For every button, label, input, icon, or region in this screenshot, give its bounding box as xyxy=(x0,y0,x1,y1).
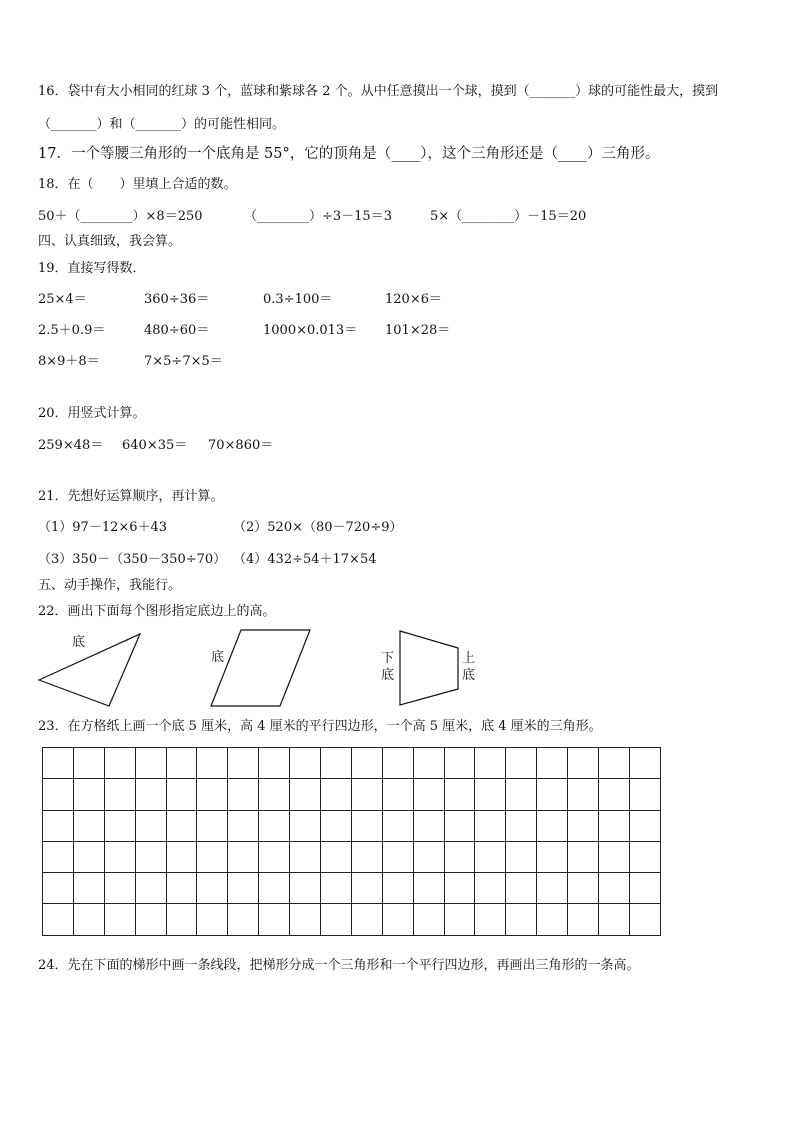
grid-cell[interactable] xyxy=(135,904,166,935)
grid-cell[interactable] xyxy=(135,810,166,841)
q20-title: 20．用竖式计算。 xyxy=(38,406,146,421)
grid-cell[interactable] xyxy=(259,904,290,935)
q22-trapezoid-upper-label-1: 上 xyxy=(462,651,476,666)
grid-cell[interactable] xyxy=(290,779,321,810)
grid-cell[interactable] xyxy=(197,873,228,904)
q19-item: 360÷36＝ xyxy=(144,292,210,307)
grid-cell[interactable] xyxy=(568,904,599,935)
grid-cell[interactable] xyxy=(104,841,135,872)
grid-cell[interactable] xyxy=(228,873,259,904)
grid-cell[interactable] xyxy=(321,779,352,810)
grid-cell[interactable] xyxy=(629,904,660,935)
grid-cell[interactable] xyxy=(166,841,197,872)
grid-cell[interactable] xyxy=(629,748,660,779)
grid-cell[interactable] xyxy=(413,841,444,872)
grid-cell[interactable] xyxy=(135,873,166,904)
q22-trapezoid-lower-label-1: 下 xyxy=(381,651,395,666)
q19-item: 0.3÷100＝ xyxy=(263,292,333,307)
grid-cell[interactable] xyxy=(382,748,413,779)
grid-cell[interactable] xyxy=(104,904,135,935)
grid-cell[interactable] xyxy=(599,810,630,841)
q23-grid-paper[interactable] xyxy=(42,747,661,936)
grid-cell[interactable] xyxy=(629,841,660,872)
grid-cell[interactable] xyxy=(228,779,259,810)
q22-parallelogram xyxy=(211,630,310,706)
grid-cell[interactable] xyxy=(43,873,74,904)
q20-item: 259×48＝ xyxy=(38,438,104,453)
grid-cell[interactable] xyxy=(444,873,475,904)
grid-cell[interactable] xyxy=(475,841,506,872)
grid-cell[interactable] xyxy=(506,779,537,810)
grid-cell[interactable] xyxy=(475,873,506,904)
grid-row xyxy=(43,748,661,779)
q21-item-4: （4）432÷54＋17×54 xyxy=(233,552,377,567)
q19-item: 1000×0.013＝ xyxy=(263,323,358,338)
grid-cell[interactable] xyxy=(197,748,228,779)
q19-item: 120×6＝ xyxy=(385,292,442,307)
grid-cell[interactable] xyxy=(351,748,382,779)
grid-cell[interactable] xyxy=(537,841,568,872)
q19-item: 480÷60＝ xyxy=(144,323,210,338)
grid-cell[interactable] xyxy=(568,779,599,810)
grid-cell[interactable] xyxy=(506,748,537,779)
grid-cell[interactable] xyxy=(135,748,166,779)
grid-cell[interactable] xyxy=(135,841,166,872)
grid-cell[interactable] xyxy=(290,873,321,904)
grid-cell[interactable] xyxy=(506,904,537,935)
grid-cell[interactable] xyxy=(73,904,104,935)
grid-cell[interactable] xyxy=(259,841,290,872)
grid-cell[interactable] xyxy=(104,748,135,779)
q21-item-3: （3）350－（350－350÷70） xyxy=(38,552,227,567)
grid-cell[interactable] xyxy=(506,873,537,904)
q19-title: 19．直接写得数． xyxy=(38,261,146,276)
grid-cell[interactable] xyxy=(104,779,135,810)
grid-cell[interactable] xyxy=(73,748,104,779)
grid-cell[interactable] xyxy=(259,810,290,841)
grid-cell[interactable] xyxy=(444,748,475,779)
grid-cell[interactable] xyxy=(537,779,568,810)
grid-cell[interactable] xyxy=(568,748,599,779)
grid-cell[interactable] xyxy=(290,904,321,935)
grid-cell[interactable] xyxy=(568,810,599,841)
grid-cell[interactable] xyxy=(321,748,352,779)
grid-cell[interactable] xyxy=(197,810,228,841)
grid-cell[interactable] xyxy=(290,810,321,841)
grid-row xyxy=(43,873,661,904)
grid-cell[interactable] xyxy=(290,748,321,779)
grid-cell[interactable] xyxy=(321,904,352,935)
grid-cell[interactable] xyxy=(599,748,630,779)
q20-item: 640×35＝ xyxy=(122,438,188,453)
grid-cell[interactable] xyxy=(321,873,352,904)
grid-cell[interactable] xyxy=(475,810,506,841)
grid-cell[interactable] xyxy=(599,841,630,872)
grid-cell[interactable] xyxy=(43,810,74,841)
grid-cell[interactable] xyxy=(444,810,475,841)
grid-cell[interactable] xyxy=(259,873,290,904)
q22-trapezoid xyxy=(400,631,458,705)
q21-item-2: （2）520×（80－720÷9） xyxy=(233,520,403,535)
grid-row xyxy=(43,841,661,872)
grid-cell[interactable] xyxy=(568,873,599,904)
grid-cell[interactable] xyxy=(228,748,259,779)
grid-cell[interactable] xyxy=(351,841,382,872)
grid-cell[interactable] xyxy=(290,841,321,872)
grid-cell[interactable] xyxy=(506,810,537,841)
grid-cell[interactable] xyxy=(166,748,197,779)
grid-cell[interactable] xyxy=(197,904,228,935)
grid-cell[interactable] xyxy=(413,748,444,779)
grid-cell[interactable] xyxy=(135,779,166,810)
grid-cell[interactable] xyxy=(444,841,475,872)
grid-cell[interactable] xyxy=(629,873,660,904)
grid-cell[interactable] xyxy=(444,779,475,810)
q18-title: 18．在（ ）里填上合适的数。 xyxy=(38,177,237,192)
q21-title: 21．先想好运算顺序，再计算。 xyxy=(38,489,224,504)
grid-cell[interactable] xyxy=(228,904,259,935)
grid-cell[interactable] xyxy=(382,779,413,810)
grid-cell[interactable] xyxy=(321,841,352,872)
grid-row xyxy=(43,779,661,810)
grid-cell[interactable] xyxy=(599,779,630,810)
grid-cell[interactable] xyxy=(73,779,104,810)
q16-line1: 16．袋中有大小相同的红球 3 个，蓝球和紫球各 2 个。从中任意摸出一个球，摸到（_______）球的可能性最大，摸到 xyxy=(38,84,719,99)
q22-title: 22．画出下面每个图形指定底边上的高。 xyxy=(38,604,276,619)
grid-cell[interactable] xyxy=(444,904,475,935)
q22-triangle-base-label: 底 xyxy=(72,635,86,650)
q22-trapezoid-lower-label-2: 底 xyxy=(381,668,395,683)
grid-cell[interactable] xyxy=(228,841,259,872)
grid-cell[interactable] xyxy=(351,779,382,810)
grid-cell[interactable] xyxy=(413,904,444,935)
grid-row xyxy=(43,810,661,841)
grid-cell[interactable] xyxy=(351,810,382,841)
q23-title: 23．在方格纸上画一个底 5 厘米，高 4 厘米的平行四边形，一个高 5 厘米，底 4 厘米的三角形。 xyxy=(38,719,602,734)
grid-cell[interactable] xyxy=(259,779,290,810)
q18-expr-2: （________）÷3－15＝3 xyxy=(244,209,392,224)
q18-expr-1: 50＋（________）×8＝250 xyxy=(38,209,203,224)
grid-cell[interactable] xyxy=(599,873,630,904)
grid-cell[interactable] xyxy=(599,904,630,935)
grid-cell[interactable] xyxy=(537,810,568,841)
q17-text: 17．一个等腰三角形的一个底角是 55°，它的顶角是（____），这个三角形还是（____）三角形。 xyxy=(38,146,660,162)
grid-cell[interactable] xyxy=(629,810,660,841)
grid-cell[interactable] xyxy=(166,904,197,935)
grid-cell[interactable] xyxy=(351,873,382,904)
grid-cell[interactable] xyxy=(259,748,290,779)
q16-line2: （_______）和（_______）的可能性相同。 xyxy=(38,117,286,132)
q24-text: 24．先在下面的梯形中画一条线段，把梯形分成一个三角形和一个平行四边形，再画出三角形的一条高。 xyxy=(38,958,640,973)
grid-cell[interactable] xyxy=(228,810,259,841)
grid-cell[interactable] xyxy=(413,873,444,904)
q22-parallelogram-base-label: 底 xyxy=(211,650,225,665)
q21-item-1: （1）97－12×6＋43 xyxy=(38,520,168,535)
grid-cell[interactable] xyxy=(537,873,568,904)
grid-cell[interactable] xyxy=(321,810,352,841)
grid-cell[interactable] xyxy=(73,841,104,872)
grid-cell[interactable] xyxy=(537,748,568,779)
grid-cell[interactable] xyxy=(166,779,197,810)
grid-cell[interactable] xyxy=(568,841,599,872)
grid-cell[interactable] xyxy=(43,779,74,810)
grid-cell[interactable] xyxy=(506,841,537,872)
q22-triangle xyxy=(39,634,140,706)
grid-cell[interactable] xyxy=(73,810,104,841)
grid-cell[interactable] xyxy=(382,841,413,872)
q19-item: 25×4＝ xyxy=(38,292,87,307)
grid-cell[interactable] xyxy=(413,810,444,841)
grid-cell[interactable] xyxy=(104,873,135,904)
grid-cell[interactable] xyxy=(382,904,413,935)
q19-item: 8×9＋8＝ xyxy=(38,354,100,369)
q19-item: 101×28＝ xyxy=(385,323,451,338)
grid-cell[interactable] xyxy=(413,779,444,810)
grid-cell[interactable] xyxy=(382,873,413,904)
q22-trapezoid-upper-label-2: 底 xyxy=(462,668,476,683)
grid-cell[interactable] xyxy=(629,779,660,810)
grid-cell[interactable] xyxy=(537,904,568,935)
grid-cell[interactable] xyxy=(104,810,135,841)
grid-cell[interactable] xyxy=(351,904,382,935)
grid-cell[interactable] xyxy=(166,810,197,841)
section-4-heading: 四、认真细致，我会算。 xyxy=(38,234,182,249)
grid-cell[interactable] xyxy=(73,873,104,904)
grid-cell[interactable] xyxy=(197,779,228,810)
q20-item: 70×860＝ xyxy=(208,438,274,453)
grid-cell[interactable] xyxy=(166,873,197,904)
q19-item: 7×5÷7×5＝ xyxy=(144,354,223,369)
grid-row xyxy=(43,904,661,935)
grid-cell[interactable] xyxy=(197,841,228,872)
grid-cell[interactable] xyxy=(475,779,506,810)
grid-cell[interactable] xyxy=(43,841,74,872)
grid-cell[interactable] xyxy=(475,904,506,935)
grid-cell[interactable] xyxy=(382,810,413,841)
q19-item: 2.5＋0.9＝ xyxy=(38,323,106,338)
grid-cell[interactable] xyxy=(43,748,74,779)
grid-cell[interactable] xyxy=(43,904,74,935)
section-5-heading: 五、动手操作，我能行。 xyxy=(38,578,182,593)
grid-cell[interactable] xyxy=(475,748,506,779)
q18-expr-3: 5×（________）－15＝20 xyxy=(430,209,587,224)
